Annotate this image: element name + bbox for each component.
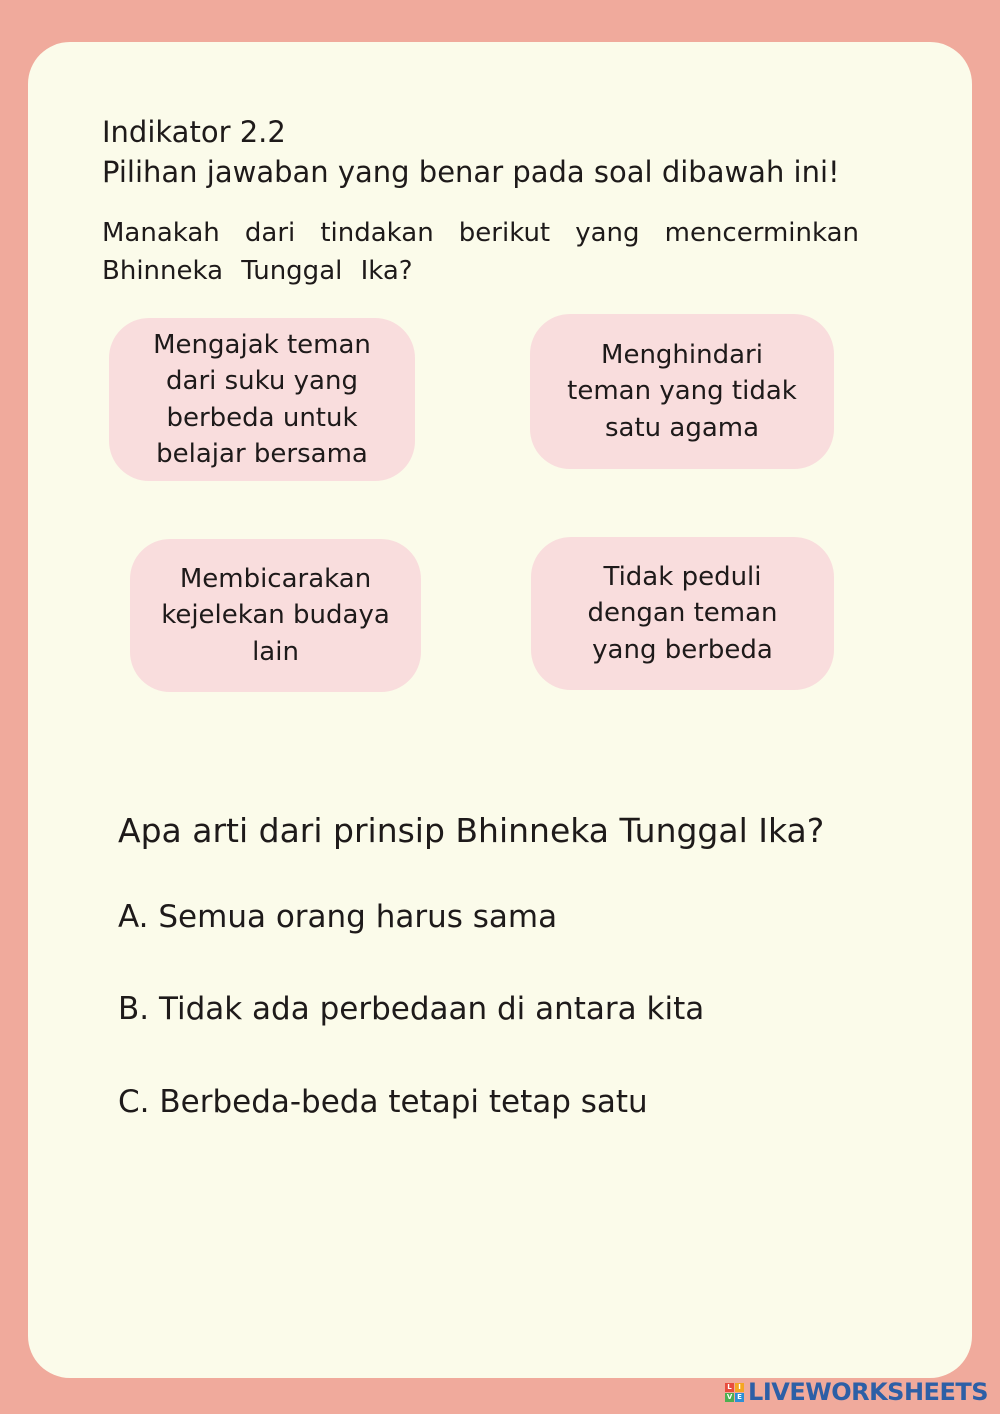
instruction-text: Pilihan jawaban yang benar pada soal dibawah ini! bbox=[102, 155, 840, 189]
answer-option-4[interactable] bbox=[531, 537, 834, 690]
choice-c[interactable]: C. Berbeda-beda tetapi tetap satu bbox=[118, 1084, 648, 1120]
answer-option-1[interactable] bbox=[109, 318, 415, 481]
choice-a[interactable]: A. Semua orang harus sama bbox=[118, 899, 558, 935]
answer-option-label: Membicarakan kejelekan budaya lain bbox=[161, 563, 390, 667]
answer-option-2[interactable] bbox=[530, 314, 834, 469]
watermark-text: LIVEWORKSHEETS bbox=[748, 1378, 988, 1406]
answer-option-label: Tidak peduli dengan teman yang berbeda bbox=[587, 561, 778, 665]
answer-option-3[interactable] bbox=[130, 539, 421, 692]
question-1-text: Manakah dari tindakan berikut yang mencerminkan Bhinneka Tunggal Ika? bbox=[102, 218, 859, 286]
liveworksheets-watermark bbox=[725, 1378, 988, 1406]
answer-option-label: Menghindari teman yang tidak satu agama bbox=[567, 339, 797, 443]
worksheet-header bbox=[102, 112, 902, 192]
question-2-text: Apa arti dari prinsip Bhinneka Tunggal Ika? bbox=[118, 811, 825, 850]
answer-option-label: Mengajak teman dari suku yang berbeda untuk belajar bersama bbox=[153, 329, 371, 469]
choice-b[interactable]: B. Tidak ada perbedaan di antara kita bbox=[118, 991, 705, 1027]
liveworksheets-logo-icon: L I V E bbox=[725, 1383, 744, 1402]
indicator-label: Indikator 2.2 bbox=[102, 115, 286, 149]
